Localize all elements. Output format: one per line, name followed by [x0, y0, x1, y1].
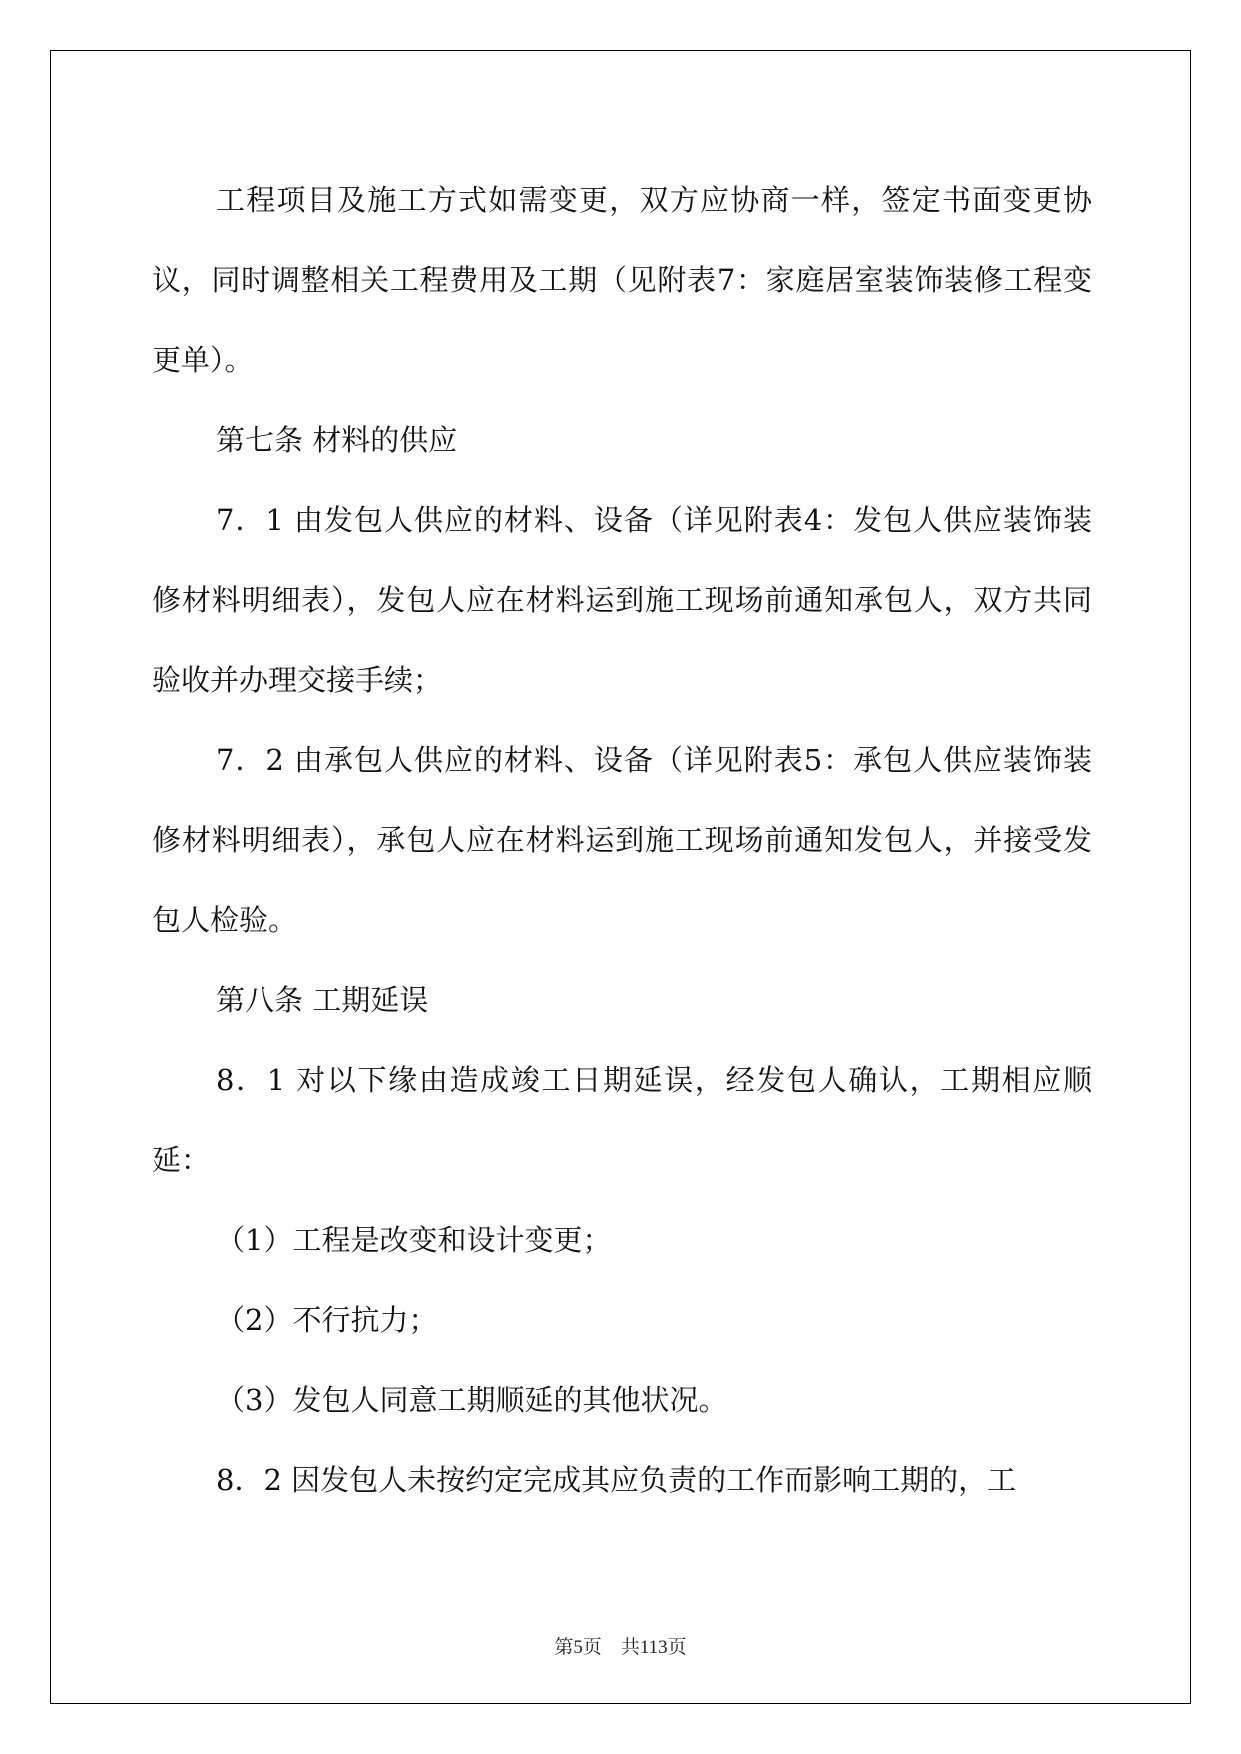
- list-item-1: （1）工程是改变和设计变更；: [216, 1223, 612, 1257]
- list-item-2: （2）不行抗力；: [216, 1303, 438, 1337]
- list-item-3: （3）发包人同意工期顺延的其他状况。: [216, 1383, 728, 1417]
- document-body: [152, 160, 1092, 1520]
- heading-article-7: 第七条 材料的供应: [216, 423, 458, 457]
- page-footer: 第5页 共113页: [554, 1637, 687, 1658]
- paragraph-8-1: 8．1 对以下缘由造成竣工日期延误，经发包人确认，工期相应顺延：: [152, 1063, 1092, 1177]
- paragraph-7-2: 7．2 由承包人供应的材料、设备（详见附表5：承包人供应装饰装修材料明细表），承包人应在材料运到施工现场前通知发包人，并接受发包人检验。: [152, 743, 1092, 937]
- paragraph-change-clause: 工程项目及施工方式如需变更，双方应协商一样，签定书面变更协议，同时调整相关工程费用及工期（见附表7：家庭居室装饰装修工程变更单）。: [152, 183, 1092, 377]
- paragraph-8-2: 8．2 因发包人未按约定完成其应负责的工作而影响工期的，工: [216, 1463, 1017, 1497]
- paragraph-7-1: 7．1 由发包人供应的材料、设备（详见附表4：发包人供应装饰装修材料明细表），发包人应在材料运到施工现场前通知承包人，双方共同验收并办理交接手续；: [152, 503, 1092, 697]
- heading-article-8: 第八条 工期延误: [216, 983, 429, 1017]
